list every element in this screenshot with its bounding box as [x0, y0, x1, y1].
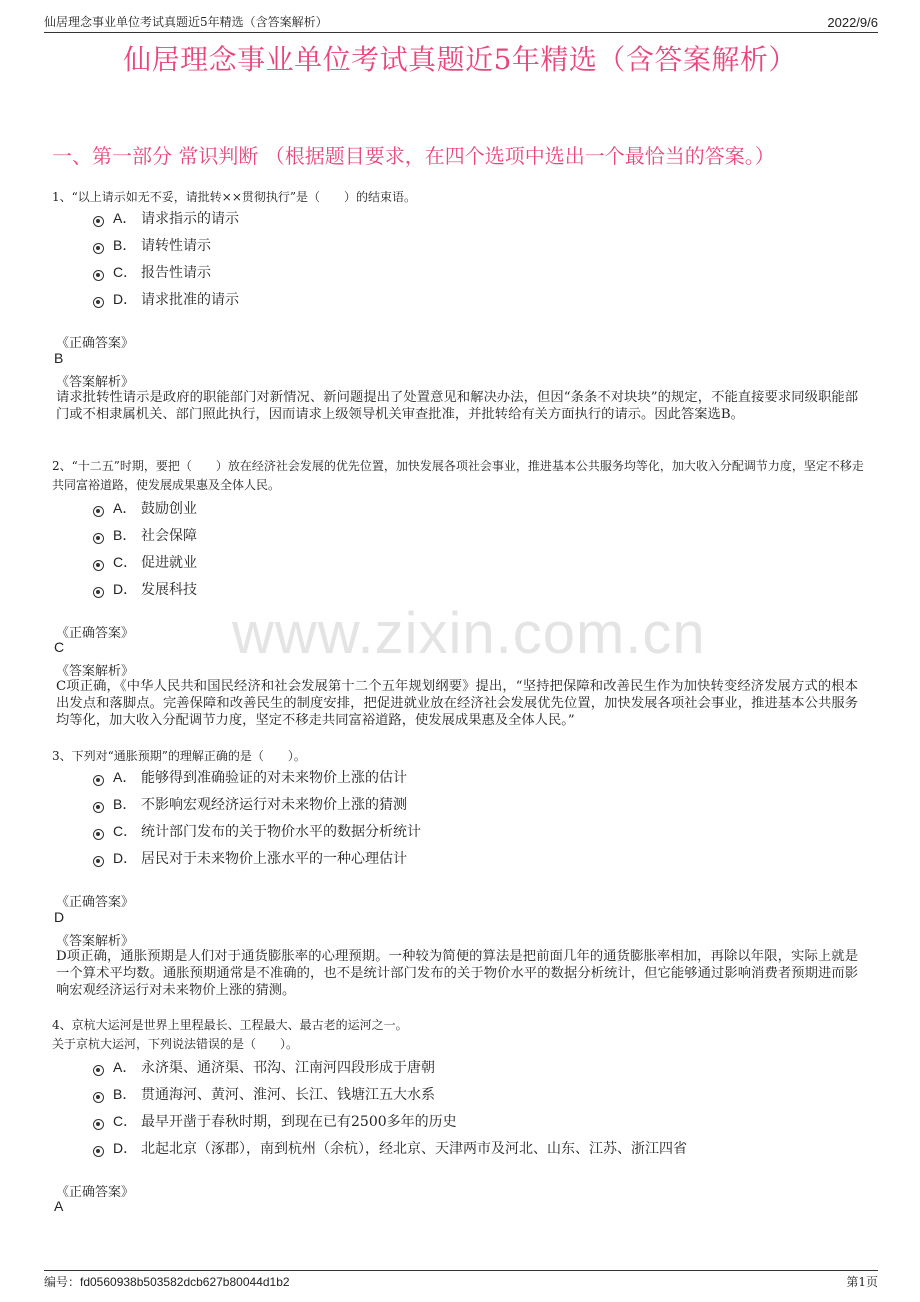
radio-icon[interactable]	[93, 533, 104, 544]
radio-icon[interactable]	[93, 270, 104, 281]
option-c[interactable]: C． 最早开凿于春秋时期，到现在已有2500多年的历史	[93, 1110, 457, 1132]
radio-icon[interactable]	[93, 243, 104, 254]
question-stem: 3、下列对“通胀预期”的理解正确的是（ ）。	[52, 749, 306, 763]
answer-label: 《正确答案》	[56, 1185, 135, 1200]
radio-icon[interactable]	[93, 560, 104, 571]
option-a[interactable]: A． 请求指示的请示	[93, 207, 239, 229]
option-d[interactable]: D． 发展科技	[93, 578, 197, 600]
option-c[interactable]: C． 报告性请示	[93, 261, 211, 283]
option-b[interactable]: B． 请转性请示	[93, 234, 211, 256]
option-a[interactable]: A． 永济渠、通济渠、邗沟、江南河四段形成于唐朝	[93, 1056, 435, 1078]
page-header	[44, 8, 878, 33]
option-d[interactable]: D． 请求批准的请示	[93, 288, 239, 310]
question-stem: 1、“以上请示如无不妥，请批转××贯彻执行”是（ ）的结束语。	[52, 190, 417, 204]
analysis-text: D项正确，通胀预期是人们对于通货膨胀率的心理预期。一种较为简便的算法是把前面几年的通货膨胀率相加，再除以年限，实际上就是一个算术平均数。通胀预期通常是不准确的，也不是统计部门发布的关于物价水平的数据分析统计，但它能够通过影响消费者预期进而影响宏观经济运行对未来物价上涨的猜测。	[56, 949, 858, 998]
answer-value: B	[54, 350, 64, 366]
radio-icon[interactable]	[93, 297, 104, 308]
radio-icon[interactable]	[93, 587, 104, 598]
radio-icon[interactable]	[93, 1146, 104, 1157]
radio-icon[interactable]	[93, 775, 104, 786]
answer-label: 《正确答案》	[56, 626, 135, 641]
radio-icon[interactable]	[93, 506, 104, 517]
radio-icon[interactable]	[93, 1092, 104, 1103]
section-title: 一、第一部分 常识判断 （根据题目要求，在四个选项中选出一个最恰当的答案。）	[52, 144, 775, 168]
answer-value: C	[54, 639, 65, 655]
page-footer	[44, 1270, 878, 1295]
answer-label: 《正确答案》	[56, 336, 135, 351]
analysis-text: C项正确，《中华人民共和国民经济和社会发展第十二个五年规划纲要》提出，“坚持把保障和改善民生作为加快转变经济发展方式的根本出发点和落脚点。完善保障和改善民生的制度安排，把促进就业放在经济社会发展优先位置，加快发展各项社会事业，推进基本公共服务均等化，加大收入分配调节力度，坚定不移走共同富裕道路，使发展成果惠及全体人民。”	[56, 679, 858, 728]
option-a[interactable]: A． 能够得到准确验证的对未来物价上涨的估计	[93, 766, 407, 788]
watermark: www.zixin.com.cn	[232, 601, 706, 666]
radio-icon[interactable]	[93, 856, 104, 867]
radio-icon[interactable]	[93, 1119, 104, 1130]
analysis-label: 《答案解析》	[56, 375, 135, 390]
option-c[interactable]: C． 促进就业	[93, 551, 197, 573]
radio-icon[interactable]	[93, 802, 104, 813]
option-a[interactable]: A． 鼓励创业	[93, 497, 197, 519]
option-b[interactable]: B． 社会保障	[93, 524, 197, 546]
option-d[interactable]: D． 北起北京（涿郡），南到杭州（余杭），经北京、天津两市及河北、山东、江苏、浙江四省	[93, 1137, 687, 1159]
header-date: 2022/9/6	[827, 15, 878, 30]
option-b[interactable]: B． 不影响宏观经济运行对未来物价上涨的猜测	[93, 793, 407, 815]
radio-icon[interactable]	[93, 1065, 104, 1076]
analysis-label: 《答案解析》	[56, 934, 135, 949]
analysis-text: 请求批转性请示是政府的职能部门对新情况、新问题提出了处置意见和解决办法，但因“条条不对块块”的规定，不能直接要求同级职能部门或不相隶属机关、部门照此执行，因而请求上级领导机关审查批准，并批转给有关方面执行的请示。因此答案选B。	[56, 390, 858, 422]
doc-code: 编号：fd0560938b503582dcb627b80044d1b2	[44, 1275, 290, 1289]
option-d[interactable]: D． 居民对于未来物价上涨水平的一种心理估计	[93, 847, 407, 869]
question-stem: 关于京杭大运河，下列说法错误的是（ ）。	[52, 1037, 299, 1051]
answer-value: A	[54, 1198, 64, 1214]
header-doc-title: 仙居理念事业单位考试真题近5年精选（含答案解析）	[44, 15, 328, 29]
question-stem: 4、京杭大运河是世界上里程最长、工程最大、最古老的运河之一。	[52, 1018, 408, 1032]
option-c[interactable]: C． 统计部门发布的关于物价水平的数据分析统计	[93, 820, 421, 842]
answer-value: D	[54, 909, 65, 925]
analysis-label: 《答案解析》	[56, 664, 135, 679]
page-number: 第1页	[846, 1275, 878, 1289]
answer-label: 《正确答案》	[56, 895, 135, 910]
radio-icon[interactable]	[93, 829, 104, 840]
radio-icon[interactable]	[93, 216, 104, 227]
option-b[interactable]: B． 贯通海河、黄河、淮河、长江、钱塘江五大水系	[93, 1083, 435, 1105]
page-title: 仙居理念事业单位考试真题近5年精选（含答案解析）	[123, 43, 797, 76]
question-stem: 2、“十二五”时期，要把（ ）放在经济社会发展的优先位置，加快发展各项社会事业，推进基本公共服务均等化，加大收入分配调节力度，坚定不移走共同富裕道路，使发展成果惠及全体人民。	[52, 459, 864, 492]
